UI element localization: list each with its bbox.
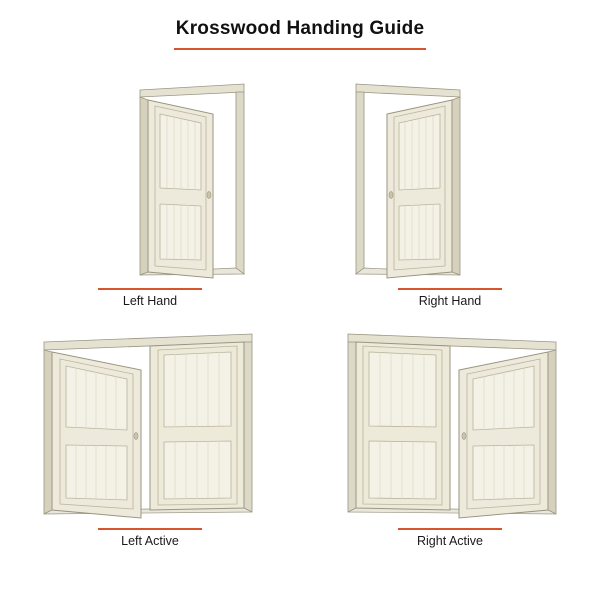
caption-left-active: Left Active <box>121 534 179 548</box>
caption-right-hand: Right Hand <box>418 294 482 308</box>
door-leaf <box>148 100 213 278</box>
caption-underline <box>398 288 502 290</box>
left-active-illustration <box>0 312 300 537</box>
caption-right-active: Right Active <box>416 534 483 548</box>
caption-left-hand: Left Hand <box>122 294 178 308</box>
diagram-right-active <box>300 312 600 577</box>
door-leaf <box>387 100 452 278</box>
caption-underline <box>398 528 502 530</box>
caption-underline <box>98 288 202 290</box>
door-knob-icon <box>462 433 466 440</box>
diagram-right-hand <box>300 62 600 327</box>
inactive-leaf <box>150 342 244 510</box>
active-leaf <box>459 352 548 518</box>
right-hand-illustration <box>300 62 600 287</box>
diagram-left-hand <box>0 62 300 327</box>
diagram-grid <box>0 62 600 592</box>
diagram-left-active <box>0 312 300 577</box>
door-knob-icon <box>134 433 138 440</box>
page-title: Krosswood Handing Guide <box>175 18 425 39</box>
inactive-leaf <box>356 342 450 510</box>
door-knob-icon <box>389 192 393 199</box>
title-underline <box>174 48 426 50</box>
caption-underline <box>98 528 202 530</box>
door-knob-icon <box>207 192 211 199</box>
active-leaf <box>52 352 141 518</box>
left-hand-illustration <box>0 62 300 287</box>
right-active-illustration <box>300 312 600 537</box>
